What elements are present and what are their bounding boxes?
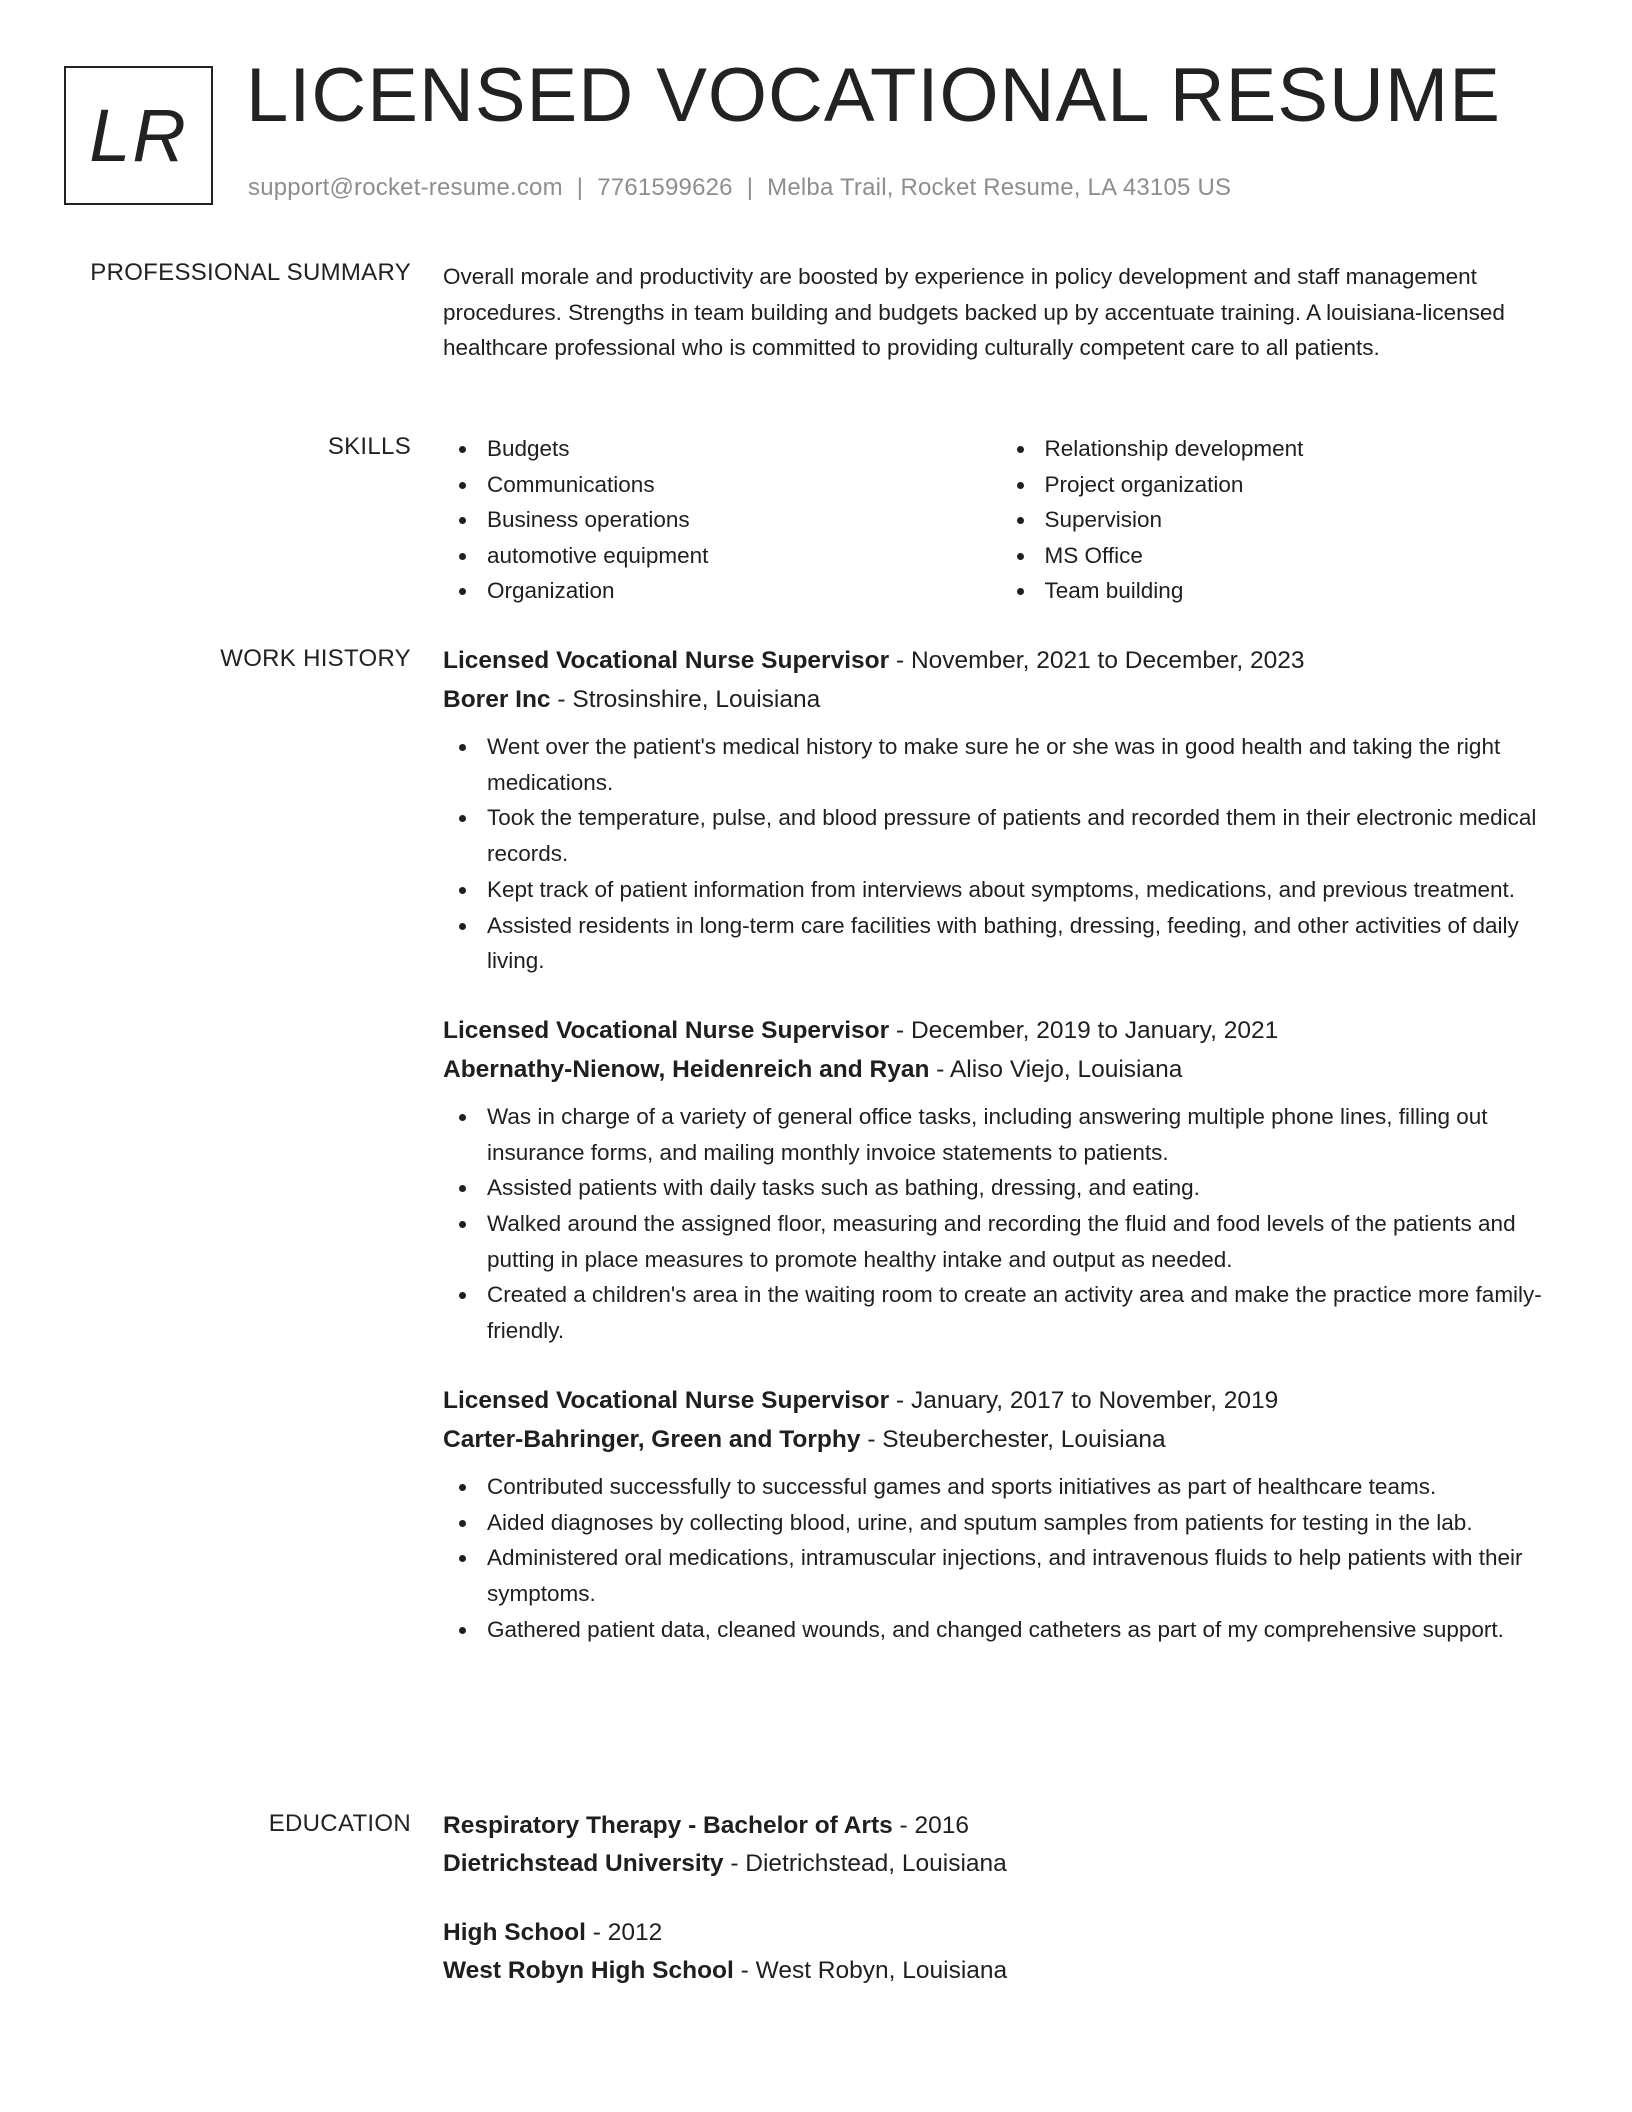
dash: - [740, 1957, 749, 1984]
education-degree-line [443, 1914, 1558, 1952]
skills-body [443, 431, 1558, 609]
section-label-skills: SKILLS [327, 433, 411, 460]
skill-item: automotive equipment [487, 538, 1001, 574]
job-bullet: Kept track of patient information from interviews about symptoms, medications, and previous treatment. [487, 872, 1558, 908]
job-bullet: Created a children's area in the waiting room to create an activity area and make the practice more family-friendly. [487, 1277, 1558, 1348]
education-entry [443, 1914, 1558, 1990]
job-location: Strosinshire, Louisiana [572, 686, 821, 713]
education-degree: Respiratory Therapy - Bachelor of Arts [443, 1812, 893, 1839]
skill-item: Budgets [487, 431, 1001, 467]
contact-line [248, 174, 1231, 202]
job-entry [443, 1381, 1558, 1648]
section-label-summary: PROFESSIONAL SUMMARY [90, 259, 411, 286]
job-bullet: Was in charge of a variety of general office tasks, including answering multiple phone lines, filling out insurance forms, and mailing monthly invoice statements to patients. [487, 1099, 1558, 1170]
skill-item: Relationship development [1045, 431, 1559, 467]
education-year: 2012 [607, 1919, 663, 1946]
education-school-line [443, 1952, 1558, 1990]
skills-column-right [1001, 431, 1559, 609]
job-dates: November, 2021 to December, 2023 [910, 647, 1305, 674]
job-bullet: Assisted patients with daily tasks such as bathing, dressing, and eating. [487, 1170, 1558, 1206]
job-location: Aliso Viejo, Louisiana [949, 1055, 1183, 1083]
job-bullets [443, 1469, 1558, 1648]
job-company-line [443, 680, 1558, 719]
job-entry [443, 1011, 1558, 1349]
skill-item: Project organization [1045, 467, 1559, 503]
education-year: 2016 [914, 1812, 970, 1839]
contact-separator: | [576, 174, 584, 201]
section-label-education: EDUCATION [268, 1810, 411, 1837]
job-title: Licensed Vocational Nurse Supervisor [443, 1016, 890, 1044]
monogram-logo: LR [64, 66, 213, 205]
contact-phone[interactable]: 7761599626 [597, 174, 733, 201]
job-company-line [443, 1420, 1558, 1459]
job-bullet: Gathered patient data, cleaned wounds, and changed catheters as part of my comprehensive support. [487, 1612, 1558, 1648]
job-bullet: Walked around the assigned floor, measuring and recording the fluid and food levels of the patients and putting in place measures to promote healthy intake and output as needed. [487, 1206, 1558, 1277]
job-bullet: Contributed successfully to successful games and sports initiatives as part of healthcare teams. [487, 1469, 1558, 1505]
skill-item: Business operations [487, 502, 1001, 538]
education-entry [443, 1807, 1558, 1883]
job-bullet: Aided diagnoses by collecting blood, urine, and sputum samples from patients for testing in the lab. [487, 1505, 1558, 1541]
skill-item: Supervision [1045, 502, 1559, 538]
dash: - [895, 1016, 905, 1044]
skill-item: Communications [487, 467, 1001, 503]
job-bullet: Went over the patient's medical history to make sure he or she was in good health and taking the right medications. [487, 729, 1558, 800]
dash: - [936, 1055, 945, 1083]
education-degree-line [443, 1807, 1558, 1845]
dash: - [592, 1919, 601, 1946]
education-school: Dietrichstead University [443, 1850, 724, 1877]
contact-address: Melba Trail, Rocket Resume, LA 43105 US [767, 174, 1232, 201]
summary-text: Overall morale and productivity are boosted by experience in policy development and staff management procedures. Strengths in team building and budgets backed up by accentuate training. A louisiana-licensed healthcare professional who is committed to providing culturally competent care to all patients. [443, 264, 1505, 360]
job-bullet: Administered oral medications, intramuscular injections, and intravenous fluids to help patients with their symptoms. [487, 1540, 1558, 1611]
work-history-body [443, 641, 1558, 1679]
dash: - [867, 1425, 876, 1453]
skills-column-left [443, 431, 1001, 609]
job-bullets [443, 729, 1558, 979]
job-company: Carter-Bahringer, Green and Torphy [443, 1425, 861, 1453]
job-company: Abernathy-Nienow, Heidenreich and Ryan [443, 1055, 930, 1083]
summary-body [443, 259, 1558, 366]
education-school: West Robyn High School [443, 1957, 734, 1984]
job-title-line [443, 641, 1558, 680]
job-company-line [443, 1050, 1558, 1089]
job-dates: January, 2017 to November, 2019 [910, 1386, 1279, 1414]
job-entry [443, 641, 1558, 979]
dash: - [895, 647, 905, 674]
job-title-line [443, 1381, 1558, 1420]
education-location: West Robyn, Louisiana [755, 1957, 1008, 1984]
dash: - [899, 1812, 908, 1839]
contact-email[interactable]: support@rocket-resume.com [248, 174, 563, 201]
skill-item: Team building [1045, 573, 1559, 609]
education-location: Dietrichstead, Louisiana [745, 1850, 1007, 1877]
job-location: Steuberchester, Louisiana [882, 1425, 1166, 1453]
education-body [443, 1807, 1558, 2021]
education-school-line [443, 1845, 1558, 1883]
job-bullet: Took the temperature, pulse, and blood pressure of patients and recorded them in their electronic medical records. [487, 800, 1558, 871]
education-degree: High School [443, 1919, 586, 1946]
dash: - [557, 686, 566, 713]
dash: - [730, 1850, 739, 1877]
skill-item: MS Office [1045, 538, 1559, 574]
job-bullet: Assisted residents in long-term care facilities with bathing, dressing, feeding, and other activities of daily living. [487, 908, 1558, 979]
job-bullets [443, 1099, 1558, 1349]
job-title: Licensed Vocational Nurse Supervisor [443, 1386, 890, 1414]
job-dates: December, 2019 to January, 2021 [910, 1016, 1279, 1044]
contact-separator: | [746, 174, 754, 201]
section-label-work-history: WORK HISTORY [220, 645, 411, 672]
resume-title: LICENSED VOCATIONAL RESUME [246, 53, 1501, 138]
skill-item: Organization [487, 573, 1001, 609]
job-company: Borer Inc [443, 686, 551, 713]
dash: - [895, 1386, 905, 1414]
job-title-line [443, 1011, 1558, 1050]
job-title: Licensed Vocational Nurse Supervisor [443, 647, 890, 674]
